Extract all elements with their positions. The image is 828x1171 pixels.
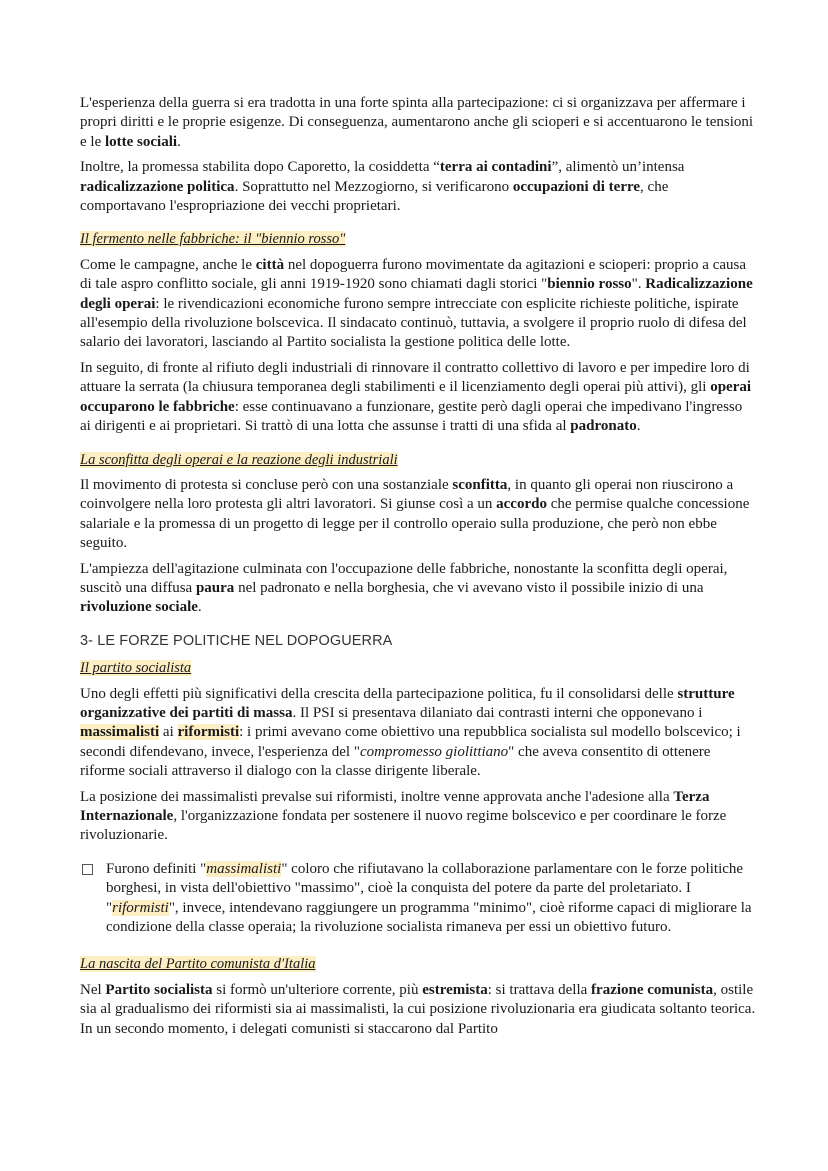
- subheading-partito-comunista: La nascita del Partito comunista d'Italia: [80, 956, 316, 973]
- paragraph-occupazione-fabbriche: In seguito, di fronte al rifiuto degli industriali di rinnovare il contratto collettivo di lavoro e per impedire loro di attuare la serrata (la chiusura temporanea degli stabilimenti e il licenziamento degli operai più attivi), gli operai occuparono le fabbriche: esse continuavano a funzionare, gestite però dagli operai che impedivano l'ingresso ai dirigenti e ai proprietari. Si trattò di una lotta che assunse i tratti di una sfida al padronato.: [80, 359, 752, 435]
- bullet-definizioni: [80, 860, 756, 938]
- paragraph-citta: Come le campagne, anche le città nel dopoguerra furono movimentate da agitazioni e scioperi: proprio a causa di tale aspro conflitto sociale, gli anni 1919-1920 sono chiamati dagli storici "biennio rosso". Radicalizzazione degli operai: le rivendicazioni economiche furono sempre intrecciate con esplicite richieste politiche, ispirate all'esempio della rivoluzione bolscevica. Il sindacato continuò, tuttavia, a svolgere il proprio ruolo di difesa del salario dei lavoratori, lasciando al Partito socialista la gestione politica delle lotte.: [80, 256, 753, 351]
- subheading-partito-socialista: Il partito socialista: [80, 660, 192, 677]
- subheading-biennio-rosso: Il fermento nelle fabbriche: il "biennio rosso": [80, 231, 346, 248]
- checkbox-bullet-icon: [82, 864, 93, 875]
- paragraph-terra-ai-contadini: Inoltre, la promessa stabilita dopo Caporetto, la cosiddetta “terra ai contadini”, alimentò un’intensa radicalizzazione politica. Soprattutto nel Mezzogiorno, si verificarono occupazioni di terre, che comportavano l'espropriazione dei vecchi proprietari.: [80, 159, 685, 215]
- paragraph-frazione-comunista: Nel Partito socialista si formò un'ulteriore corrente, più estremista: si trattava della frazione comunista, ostile sia al gradualismo dei riformisti sia ai massimalisti, la cui posizione rivoluzionaria era giudicata soltanto teorica. In un secondo momento, i delegati comunisti si staccarono dal Partito: [80, 981, 756, 1037]
- paragraph-war-experience: L'esperienza della guerra si era tradotta in una forte spinta alla partecipazione: ci si organizzava per affermare i propri diritti e le proprie esigenze. Di conseguenza, aumentarono anche gli scioperi e si accentuarono le tensioni e le lotte sociali.: [80, 95, 754, 150]
- paragraph-paura: L'ampiezza dell'agitazione culminata con l'occupazione delle fabbriche, nonostante la sconfitta degli operai, suscitò una diffusa paura nel padronato e nella borghesia, che vi avevano visto il possibile inizio di una rivoluzione sociale.: [80, 560, 728, 616]
- subheading-sconfitta-operai: La sconfitta degli operai e la reazione degli industriali: [80, 451, 398, 468]
- document-page: [80, 94, 756, 1045]
- paragraph-terza-internazionale: La posizione dei massimalisti prevalse sui riformisti, inoltre venne approvata anche l'adesione alla Terza Internazionale, l'organizzazione fondata per sostenere il nuovo regime bolscevico e per coordinare le forze rivoluzionarie.: [80, 788, 727, 844]
- bullet-text: Furono definiti "massimalisti" coloro che rifiutavano la collaborazione parlamentare con le forze politiche borghesi, in vista dell'obiettivo "massimo", cioè la conquista del potere da parte del proletariato. I "riformisti", invece, intendevano raggiungere un programma "minimo", cioè riforme capaci di migliorare la condizione della classe operaia; la rivoluzione socialista rimaneva per essi un obiettivo futuro.: [106, 860, 752, 936]
- paragraph-partiti-di-massa: Uno degli effetti più significativi della crescita della partecipazione politica, fu il consolidarsi delle strutture organizzative dei partiti di massa. Il PSI si presentava dilaniato dai contrasti interni che opponevano i massimalisti ai riformisti: i primi avevano come obiettivo una repubblica socialista sul modello bolscevico; i secondi difendevano, invece, l'esperienza del "compromesso giolittiano" che aveva consentito di ottenere riforme sociali attraverso il dialogo con la classe dirigente liberale.: [80, 685, 741, 780]
- section-heading-forze-politiche: 3- LE FORZE POLITICHE NEL DOPOGUERRA: [80, 632, 393, 649]
- paragraph-sconfitta: Il movimento di protesta si concluse però con una sostanziale sconfitta, in quanto gli operai non riuscirono a coinvolgere nella loro protesta gli altri lavoratori. Si giunse così a un accordo che permise qualche concessione salariale e la promessa di un progetto di legge per il controllo operaio sulla produzione, che però non ebbe seguito.: [80, 476, 750, 552]
